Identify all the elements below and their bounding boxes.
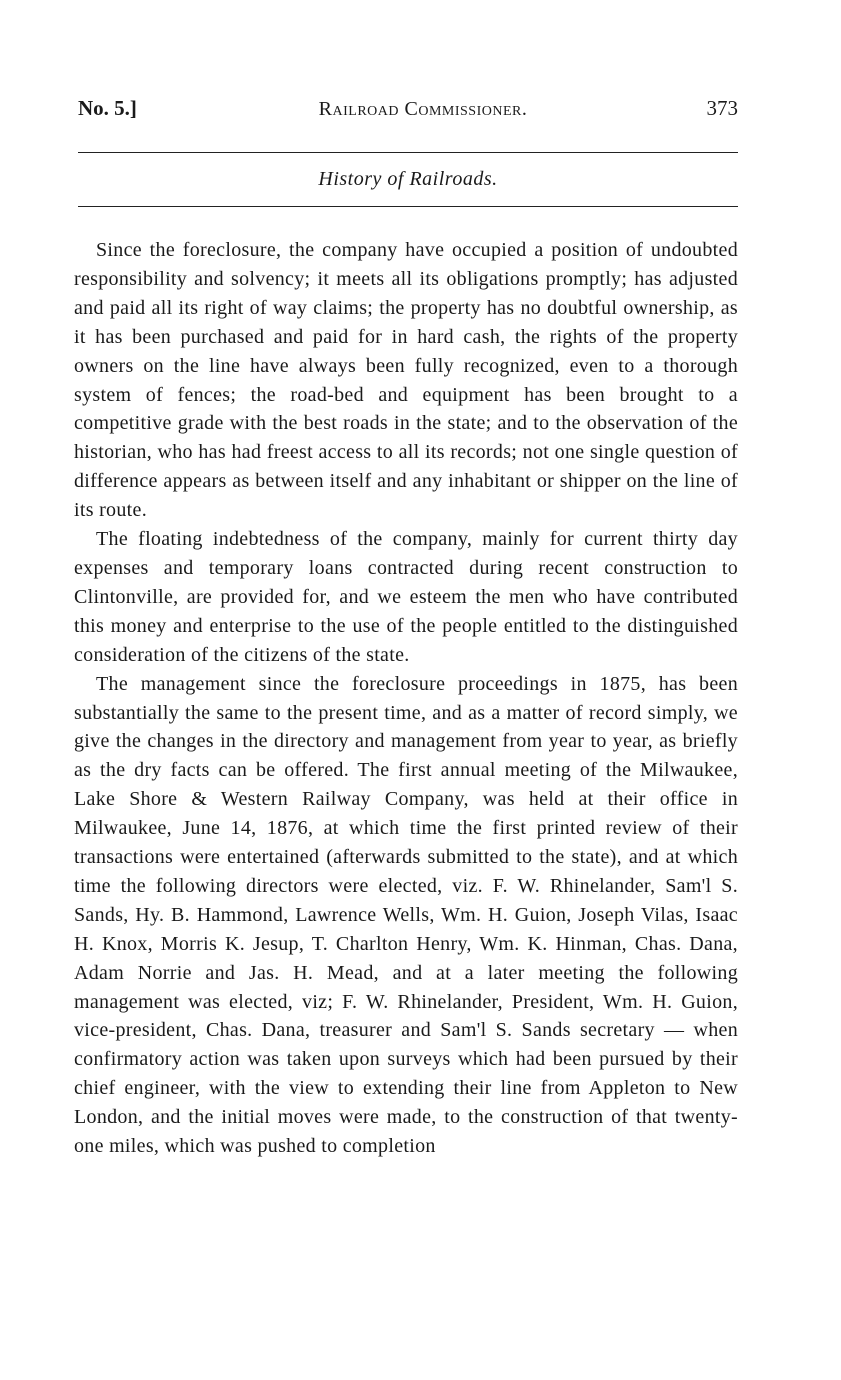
paragraph: Since the foreclosure, the company have occupied a position of undoubted responsibility and solvency; it meets all its obligations promptly; has adjusted and paid all its right of way claims; the property has no doubtful ownership, as it has been purchased and paid for in hard cash, the rights of the property owners on the line have always been fully recognized, even to a thorough system of fences; the road-bed and equipment has been brought to a competitive grade with the best roads in the state; and to the observation of the historian, who has had freest access to all its records; not one single question of difference appears as between itself and any inhabitant or shipper on the line of its route.	[74, 239, 738, 522]
running-header	[78, 96, 738, 130]
page-number: 373	[706, 96, 738, 120]
section-title: History of Railroads.	[318, 168, 498, 190]
paragraph: The floating indebtedness of the company, mainly for current thirty day expenses and temporary loans contracted during recent construction to Clintonville, are provided for, and we esteem the men who have contributed this money and enterprise to the use of the people entitled to the distinguished consideration of the citizens of the state.	[74, 528, 738, 666]
document-number: No. 5.]	[78, 96, 137, 120]
paragraph: The management since the foreclosure proceedings in 1875, has been substantially the same to the present time, and as a matter of record simply, we give the changes in the directory and management from year to year, as briefly as the dry facts can be offered. The first annual meeting of the Milwaukee, Lake Shore & Western Railway Company, was held at their office in Milwaukee, June 14, 1876, at which time the first printed review of their transactions were entertained (afterwards submitted to the state), and at which time the following directors were elected, viz. F. W. Rhinelander, Sam'l S. Sands, Hy. B. Hammond, Lawrence Wells, Wm. H. Guion, Joseph Vilas, Isaac H. Knox, Morris K. Jesup, T. Charlton Henry, Wm. K. Hinman, Chas. Dana, Adam Norrie and Jas. H. Mead, and at a later meeting the following management was elected, viz; F. W. Rhinelander, President, Wm. H. Guion, vice-president, Chas. Dana, treasurer and Sam'l S. Sands secretary — when confirmatory action was taken upon surveys which had been pursued by their chief engineer, with the view to extending their line from Appleton to New London, and the initial moves were made, to the construction of that twenty-one miles, which was pushed to completion	[74, 672, 738, 1158]
top-rule	[78, 152, 738, 153]
body-text	[74, 236, 738, 1161]
bottom-rule	[78, 206, 738, 207]
running-title: Railroad Commissioner.	[318, 98, 528, 120]
